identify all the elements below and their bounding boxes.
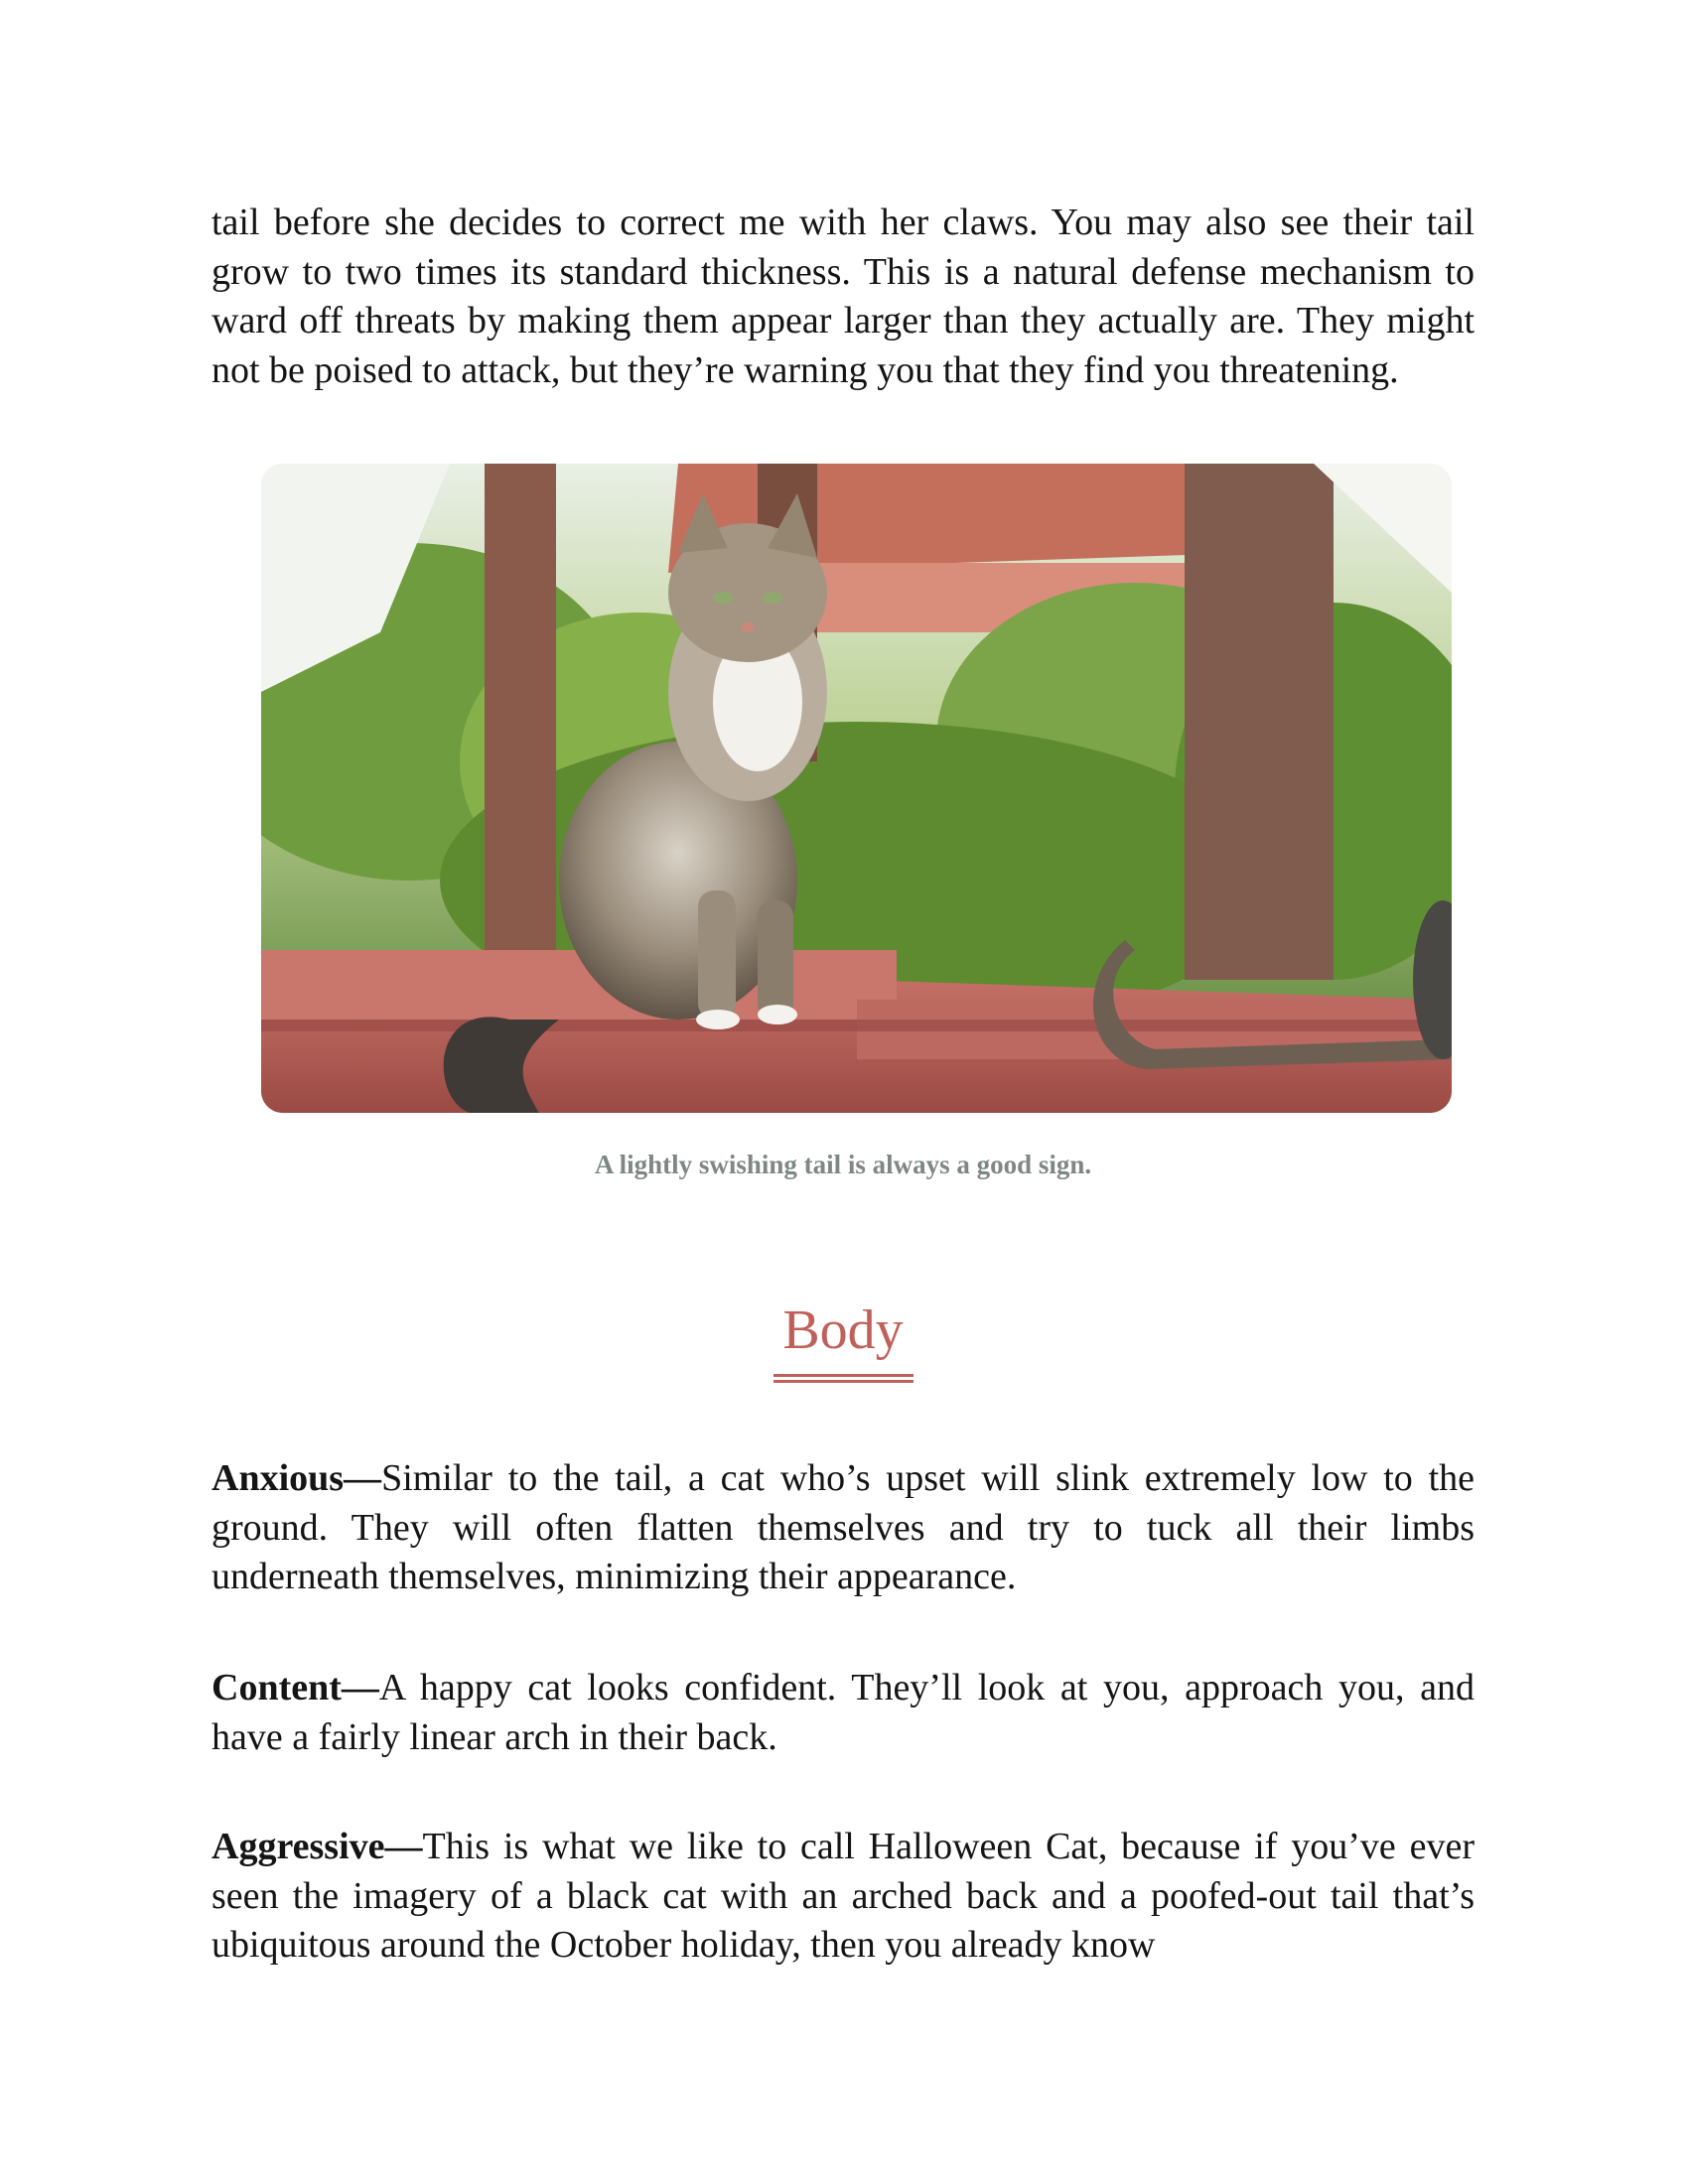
entry-term: Anxious— <box>211 1457 382 1499</box>
entry-text: A happy cat looks confident. They’ll look at you, approach you, and have a fairly linear arch in their back. <box>211 1667 1475 1758</box>
body-entry-anxious <box>211 1454 1475 1602</box>
entry-text: Similar to the tail, a cat who’s upset will slink extremely low to the ground. They will often flatten themselves and try to tuck all their limbs underneath themselves, minimizing their appearance. <box>211 1457 1475 1597</box>
body-entry-aggressive <box>211 1823 1475 1971</box>
entry-term: Content— <box>211 1667 379 1708</box>
intro-paragraph: tail before she decides to correct me with her claws. You may also see their tail grow to two times its standard thickness. This is a natural defense mechanism to ward off threats by making them appear larger than they actually are. They might not be poised to attack, but they’re warning you that they find you threatening. <box>211 202 1475 391</box>
body-entry-content <box>211 1664 1475 1762</box>
heading-underline <box>774 1374 914 1384</box>
section-heading: Body <box>782 1299 904 1361</box>
figure-caption: A lightly swishing tail is always a good sign. <box>594 1150 1092 1179</box>
cat-photo <box>261 464 1452 1113</box>
entry-text: This is what we like to call Halloween Cat, because if you’ve ever seen the imagery of a black cat with an arched back and a poofed-out tail that’s ubiquitous around the October holiday, then you already know <box>211 1826 1475 1966</box>
entry-term: Aggressive— <box>211 1826 423 1867</box>
